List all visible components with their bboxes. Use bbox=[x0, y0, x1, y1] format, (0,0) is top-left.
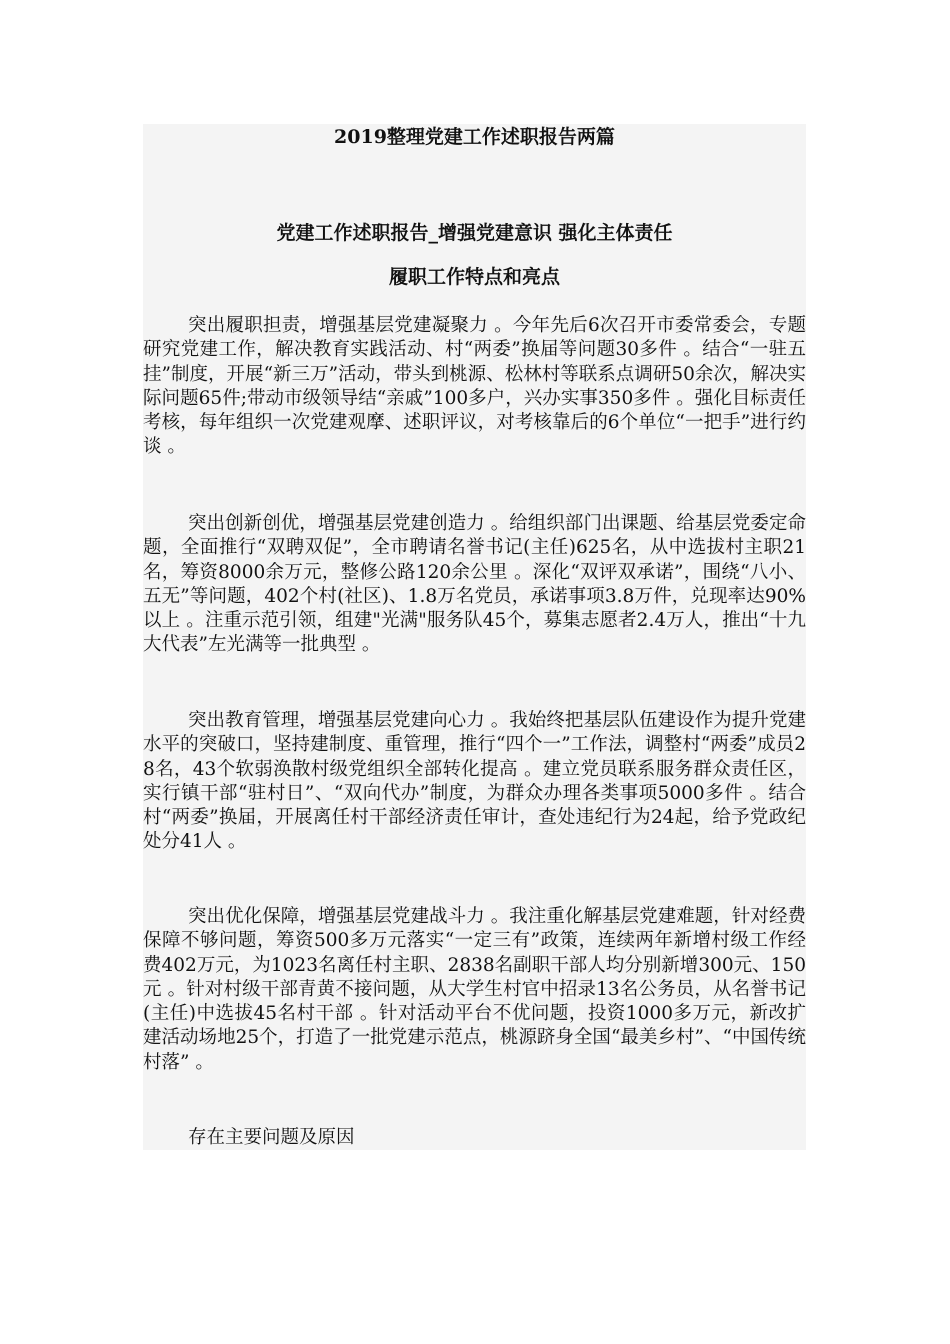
report-title: 党建工作述职报告_增强党建意识 强化主体责任 bbox=[276, 222, 673, 244]
paragraph-performance: 突出履职担责，增强基层党建凝聚力 。今年先后6次召开市委常委会，专题研究党建工作，解决教育实践活动、村“两委”换届等问题30多件 。结合“一驻五挂”制度，开展“新三万”活动，带头到桃源、松林村等联系点调研50余次，解决实际问题65件;带动市级领导结“亲戚”100多户，兴办实事350多件 。强化目标责任考核，每年组织一次党建观摩、述职评议，对考核靠后的6个单位“一把手”进行约谈 。 bbox=[143, 315, 806, 458]
paragraph-guarantee: 突出优化保障，增强基层党建战斗力 。我注重化解基层党建难题，针对经费保障不够问题，筹资500多万元落实“一定三有”政策，连续两年新增村级工作经费402万元，为1023名离任村主职、2838名副职干部人均分别新增300元、150元 。针对村级干部青黄不接问题，从大学生村官中招录13名公务员，从名誉书记(主任)中选拔45名村干部 。针对活动平台不优问题，投资1000多万元，新改扩建活动场地25个，打造了一批党建示范点，桃源跻身全国“最美乡村”、“中国传统村落” 。 bbox=[143, 906, 806, 1073]
paragraph-education: 突出教育管理，增强基层党建向心力 。我始终把基层队伍建设作为提升党建水平的突破口，坚持建制度、重管理，推行“四个一”工作法，调整村“两委”成员28名，43个软弱涣散村级党组织全部转化提高 。建立党员联系服务群众责任区，实行镇干部“驻村日”、“双向代办”制度，为群众办理各类事项5000多件 。结合村“两委”换届，开展离任村干部经济责任审计，查处违纪行为24起，给予党政纪处分41人 。 bbox=[143, 710, 806, 853]
section-heading: 履职工作特点和亮点 bbox=[388, 266, 560, 288]
paragraph-innovation: 突出创新创优，增强基层党建创造力 。给组织部门出课题、给基层党委定命题，全面推行“双聘双促”，全市聘请名誉书记(主任)625名，从中选拔村主职21名，筹资8000余万元，整修公路120余公里 。深化“双评双承诺”，围绕“八小、五无”等问题，402个村(社区)、1.8万名党员，承诺事项3.8万件，兑现率达90%以上 。注重示范引领，组建"光满"服务队45个，募集志愿者2.4万人，推出“十九大代表”左光满等一批典型 。 bbox=[143, 513, 806, 656]
document-page bbox=[143, 124, 806, 1150]
paragraph-problems-heading: 存在主要问题及原因 bbox=[188, 1127, 355, 1148]
document-title: 2019整理党建工作述职报告两篇 bbox=[334, 126, 615, 148]
